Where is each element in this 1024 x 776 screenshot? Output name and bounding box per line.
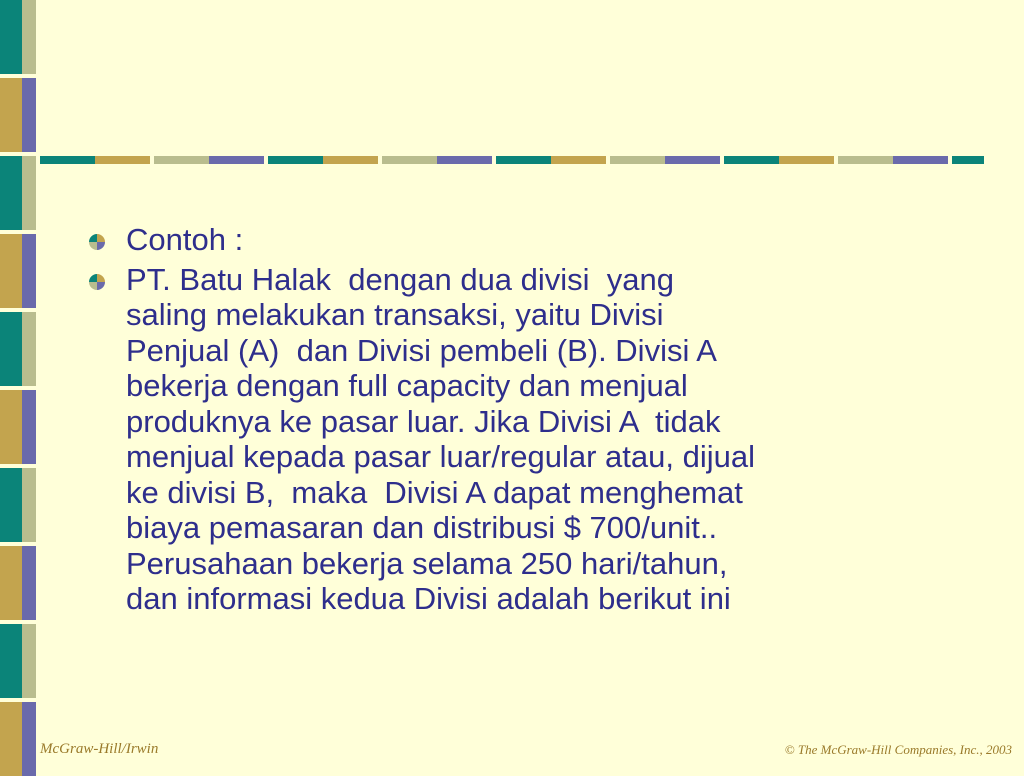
strip-segment bbox=[0, 468, 22, 542]
footer-publisher: McGraw-Hill/Irwin bbox=[40, 741, 159, 757]
rule-segment bbox=[665, 156, 720, 164]
rule-segment bbox=[323, 156, 378, 164]
strip-segment bbox=[0, 390, 22, 464]
rule-segment bbox=[268, 156, 323, 164]
strip-segment bbox=[0, 546, 22, 620]
quadrant-bullet-icon bbox=[88, 273, 106, 291]
rule-segment bbox=[209, 156, 264, 164]
strip-segment bbox=[22, 546, 36, 620]
strip-segment bbox=[0, 234, 22, 308]
rule-segment bbox=[838, 156, 893, 164]
decorative-top-rule bbox=[40, 156, 984, 164]
bullet-item bbox=[88, 222, 968, 258]
bullet-heading: Contoh : bbox=[126, 222, 244, 257]
strip-segment bbox=[0, 624, 22, 698]
rule-segment bbox=[496, 156, 551, 164]
rule-segment bbox=[952, 156, 984, 164]
rule-segment bbox=[382, 156, 437, 164]
strip-segment bbox=[22, 0, 36, 74]
bullet-paragraph: PT. Batu Halak dengan dua divisi yang saling melakukan transaksi, yaitu Divisi Penjual (A) dan Divisi pembeli (B). Divisi A bekerja dengan full capacity dan menjual produknya ke pasar luar. Jika Divisi A tidak menjual kepada pasar luar/regular atau, dijual ke divisi B, maka Divisi A dapat menghemat biaya pemasaran dan distribusi $ 700/unit.. Perusahaan bekerja selama 250 hari/tahun, dan informasi kedua Divisi adalah berikut ini bbox=[126, 261, 756, 616]
rule-segment bbox=[893, 156, 948, 164]
rule-segment bbox=[154, 156, 209, 164]
bullet-list bbox=[88, 222, 968, 621]
strip-segment bbox=[0, 312, 22, 386]
strip-segment bbox=[0, 702, 22, 776]
rule-segment bbox=[437, 156, 492, 164]
strip-segment bbox=[22, 702, 36, 776]
bullet-item bbox=[88, 262, 968, 617]
decorative-side-strip bbox=[0, 0, 40, 768]
strip-segment bbox=[22, 312, 36, 386]
strip-segment bbox=[22, 78, 36, 152]
strip-segment bbox=[22, 234, 36, 308]
strip-segment bbox=[22, 468, 36, 542]
rule-segment bbox=[610, 156, 665, 164]
strip-segment bbox=[0, 78, 22, 152]
rule-segment bbox=[551, 156, 606, 164]
rule-segment bbox=[95, 156, 150, 164]
rule-segment bbox=[724, 156, 779, 164]
strip-segment bbox=[22, 156, 36, 230]
rule-segment bbox=[40, 156, 95, 164]
strip-segment bbox=[0, 156, 22, 230]
quadrant-bullet-icon bbox=[88, 233, 106, 251]
rule-segment bbox=[779, 156, 834, 164]
strip-segment bbox=[22, 624, 36, 698]
strip-segment bbox=[22, 390, 36, 464]
footer-copyright: © The McGraw-Hill Companies, Inc., 2003 bbox=[784, 742, 1012, 757]
strip-segment bbox=[0, 0, 22, 74]
